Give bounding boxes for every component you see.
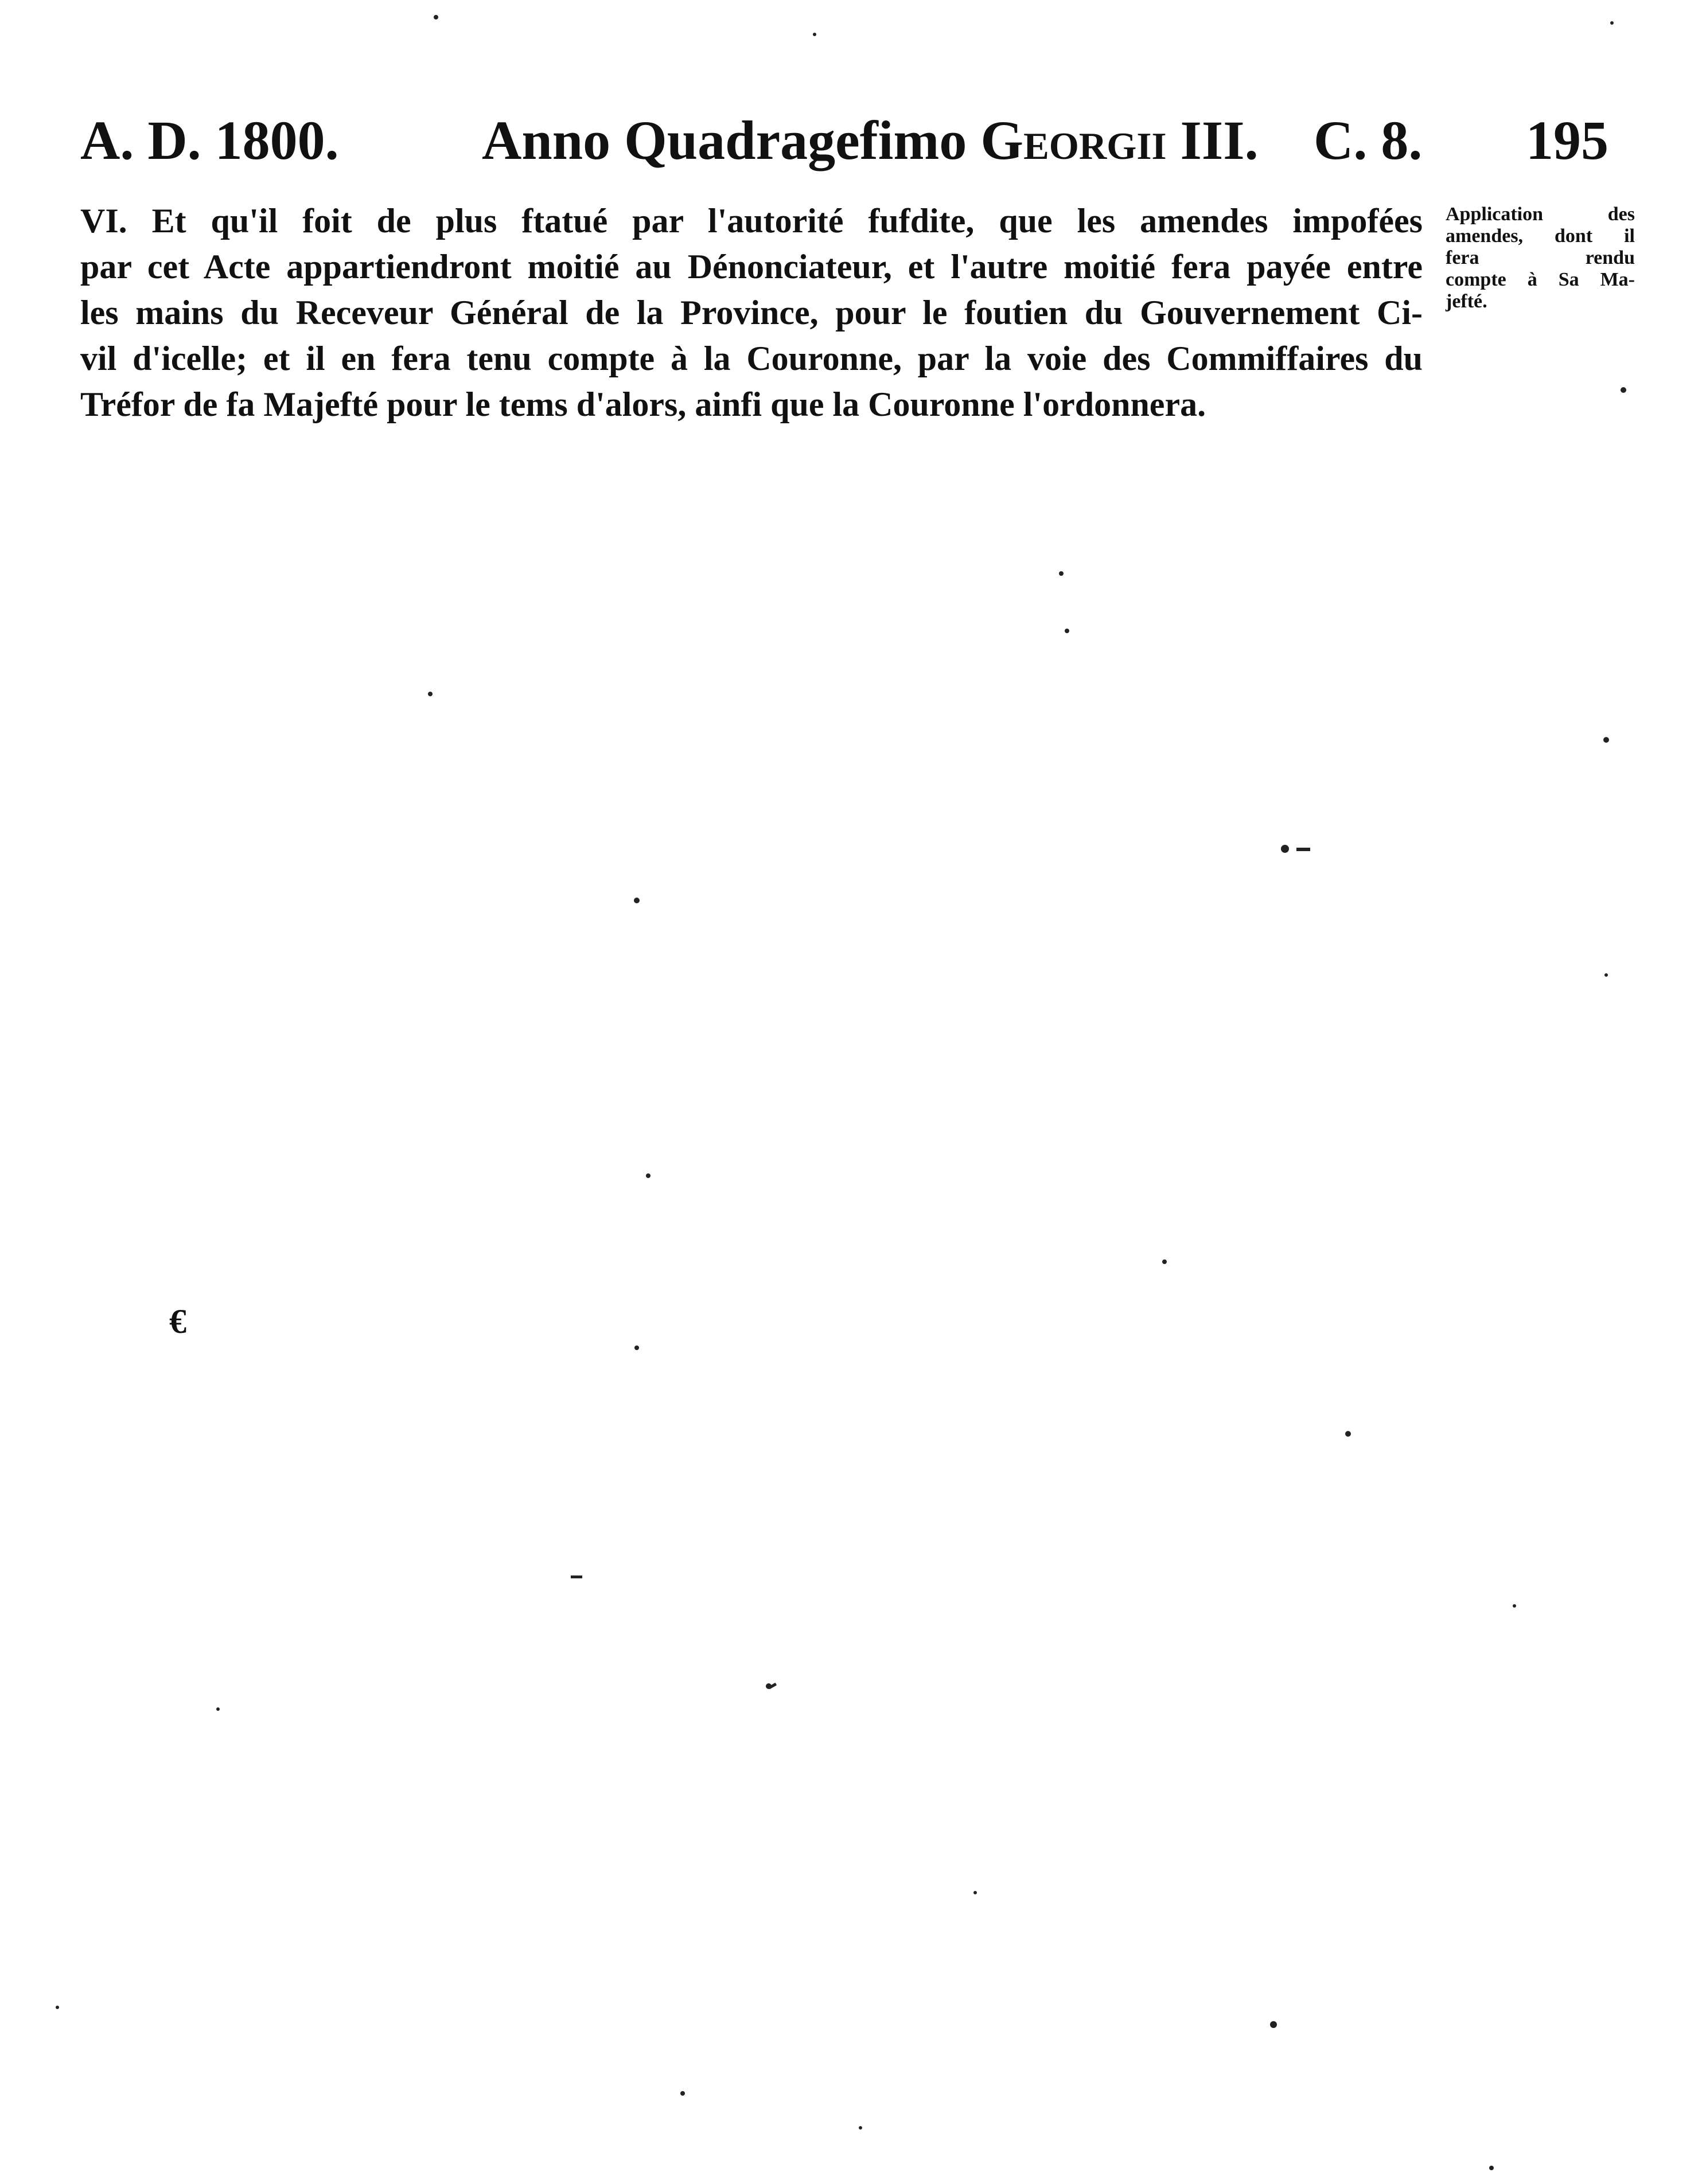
header-title-prefix: Anno Quadragefimo — [482, 110, 981, 171]
header-year: A. D. 1800. — [80, 110, 339, 171]
margin-note-line: compte à Sa Ma- — [1446, 269, 1635, 290]
stray-ink-mark: € — [169, 1302, 186, 1340]
header-title — [482, 103, 1259, 178]
paragraph-line: par cet Acte appartiendront moitié au Dénonciateur, et l'autre moitié fera payée entre — [80, 248, 1423, 286]
running-header — [80, 103, 1629, 178]
margin-note-line: fera rendu — [1446, 247, 1635, 268]
paragraph-line: Tréfor de fa Majefté pour le tems d'alors, ainfi que la Couronne l'ordonnera. — [80, 385, 1206, 423]
header-chapter: C. 8. — [1314, 110, 1423, 171]
margin-note-line: Application des — [1446, 204, 1635, 225]
section-paragraph — [80, 198, 1423, 427]
header-title-smallcaps: Georgii — [980, 110, 1167, 171]
paragraph-line: vil d'icelle; et il en fera tenu compte à la Couronne, par la voie des Commiffaires du — [80, 340, 1423, 377]
page-number: 195 — [1526, 110, 1608, 171]
paragraph-line: les mains du Receveur Général de la Province, pour le foutien du Gouvernement Ci- — [80, 294, 1423, 332]
paragraph-line: VI. Et qu'il foit de plus ftatué par l'autorité fufdite, que les amendes impofées — [80, 202, 1423, 240]
marginal-note — [1446, 204, 1635, 313]
margin-note-line: amendes, dont il — [1446, 225, 1635, 247]
header-title-suffix: III. — [1166, 110, 1259, 171]
margin-note-line: jefté. — [1446, 291, 1487, 312]
